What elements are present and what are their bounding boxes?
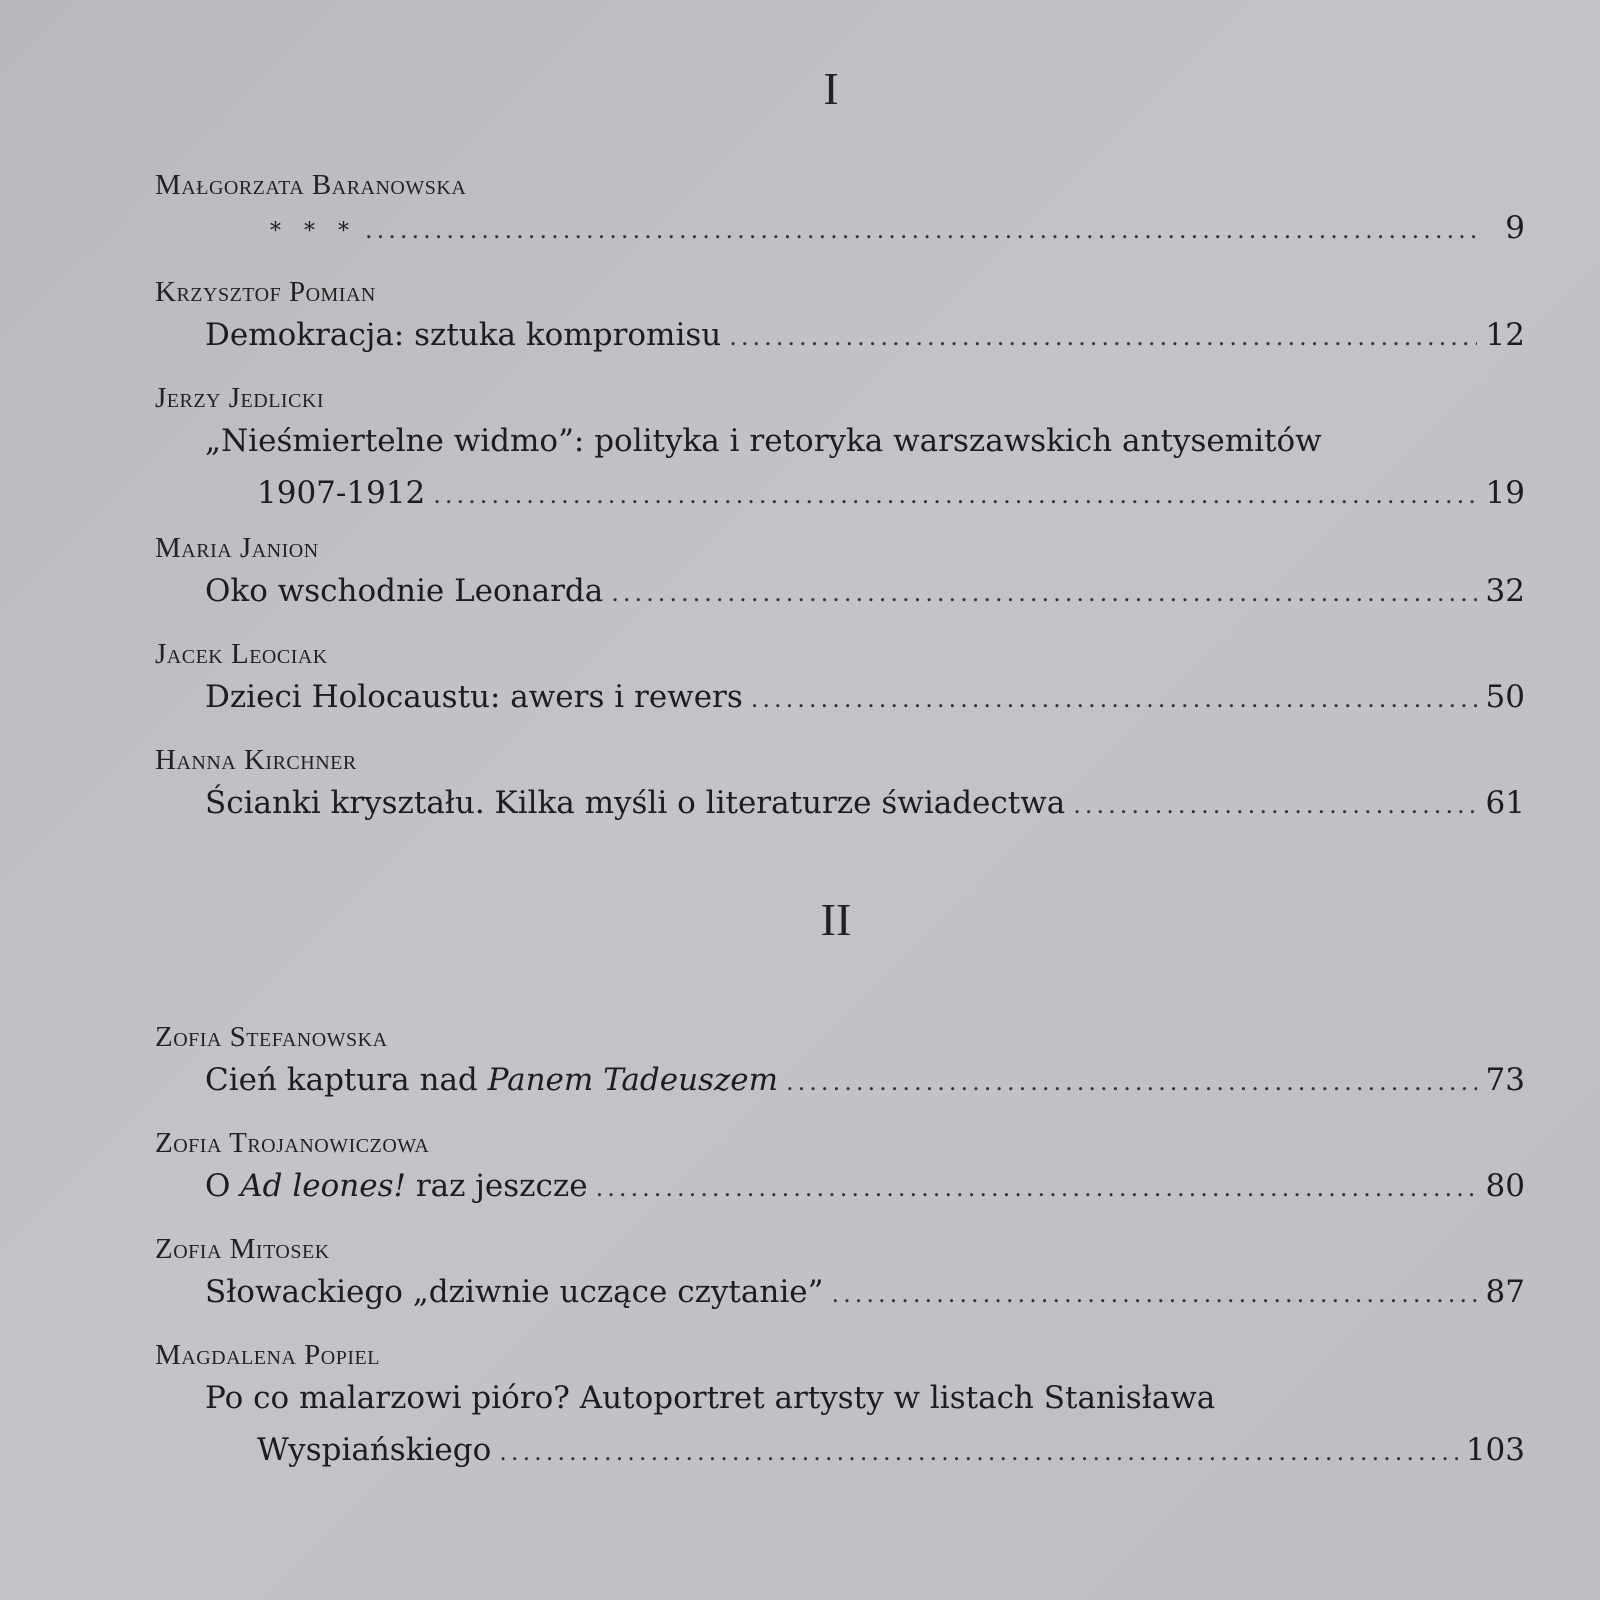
- entry-title: [205, 1054, 778, 1106]
- toc-entry: [155, 1338, 1525, 1478]
- entry-title-continuation: Wyspiańskiego: [257, 1432, 492, 1468]
- entry-title-row: [155, 777, 1525, 831]
- entry-author: Zofia Trojanowiczowa: [155, 1127, 430, 1159]
- entry-author: Jerzy Jedlicki: [155, 382, 325, 414]
- entry-title-row: [155, 1160, 1525, 1214]
- section-heading-1: I: [823, 63, 839, 114]
- entry-title-continuation: 1907-1912: [257, 475, 426, 511]
- entry-author: Zofia Mitosek: [155, 1233, 330, 1265]
- entry-title: Słowackiego „dziwnie uczące czytanie”: [205, 1274, 824, 1310]
- entry-title: Dzieci Holocaustu: awers i rewers: [205, 679, 743, 715]
- entry-page-number: 50: [1485, 679, 1525, 715]
- entry-title-row: [155, 1424, 1525, 1478]
- entry-page-number: 80: [1485, 1168, 1525, 1204]
- dot-leader: [831, 1268, 1477, 1320]
- entry-title: Ścianki kryształu. Kilka myśli o literaturze świadectwa: [205, 785, 1066, 821]
- entry-page-number: 32: [1485, 573, 1525, 609]
- dot-leader: [729, 311, 1477, 363]
- entry-title: Demokracja: sztuka kompromisu: [205, 317, 722, 353]
- entry-title-italic: Ad leones!: [240, 1168, 406, 1204]
- entry-title-row: [155, 1266, 1525, 1320]
- dot-leader: [611, 567, 1477, 619]
- entry-author: Hanna Kirchner: [155, 744, 357, 776]
- entry-title-row: [155, 671, 1525, 725]
- dot-leader: [751, 673, 1477, 725]
- section-heading-2: II: [820, 894, 852, 945]
- entry-author: Magdalena Popiel: [155, 1339, 380, 1371]
- entry-title-row: [155, 565, 1525, 619]
- dot-leader: [1073, 779, 1477, 831]
- toc-entry: [155, 275, 1525, 363]
- entry-title: „Nieśmiertelne widmo”: polityka i retoryka warszawskich antysemitów: [205, 423, 1322, 459]
- dot-leader: [499, 1426, 1458, 1478]
- entry-title: * * *: [270, 219, 357, 244]
- toc-entry: [155, 1020, 1525, 1108]
- entry-title-row: [155, 467, 1525, 521]
- entry-page-number: 73: [1485, 1062, 1525, 1098]
- dot-leader: [365, 204, 1477, 256]
- entry-page-number: 61: [1485, 785, 1525, 821]
- toc-entry: [155, 1232, 1525, 1320]
- entry-title-text: O: [205, 1168, 241, 1204]
- entry-author: Krzysztof Pomian: [155, 276, 376, 308]
- entry-page-number: 12: [1485, 317, 1525, 353]
- toc-entry: [155, 637, 1525, 725]
- entry-author: Małgorzata Baranowska: [155, 169, 467, 201]
- entry-title-row: [155, 309, 1525, 363]
- entry-title-italic: Panem Tadeuszem: [487, 1062, 779, 1098]
- dot-leader: [433, 469, 1477, 521]
- entry-title-row: [155, 1054, 1525, 1108]
- entry-page-number: 103: [1465, 1432, 1525, 1468]
- entry-author: Maria Janion: [155, 532, 319, 564]
- entry-title-text: Cień kaptura nad: [205, 1062, 488, 1098]
- toc-entry: [155, 168, 1525, 258]
- entry-title: Oko wschodnie Leonarda: [205, 573, 604, 609]
- toc-entry: [155, 531, 1525, 619]
- entry-title-text: raz jeszcze: [405, 1168, 588, 1204]
- toc-entry: [155, 743, 1525, 831]
- entry-page-number: 87: [1485, 1274, 1525, 1310]
- entry-author: Jacek Leociak: [155, 638, 328, 670]
- dot-leader: [786, 1056, 1477, 1108]
- entry-title: Po co malarzowi pióro? Autoportret artysty w listach Stanisława: [205, 1380, 1216, 1416]
- entry-title: [205, 1160, 588, 1212]
- dot-leader: [596, 1162, 1477, 1214]
- entry-author: Zofia Stefanowska: [155, 1021, 388, 1053]
- toc-entry: [155, 1126, 1525, 1214]
- entry-page-number: 9: [1505, 210, 1525, 246]
- entry-page-number: 19: [1485, 475, 1525, 511]
- toc-entry: [155, 381, 1525, 521]
- entry-title-row: [155, 202, 1525, 258]
